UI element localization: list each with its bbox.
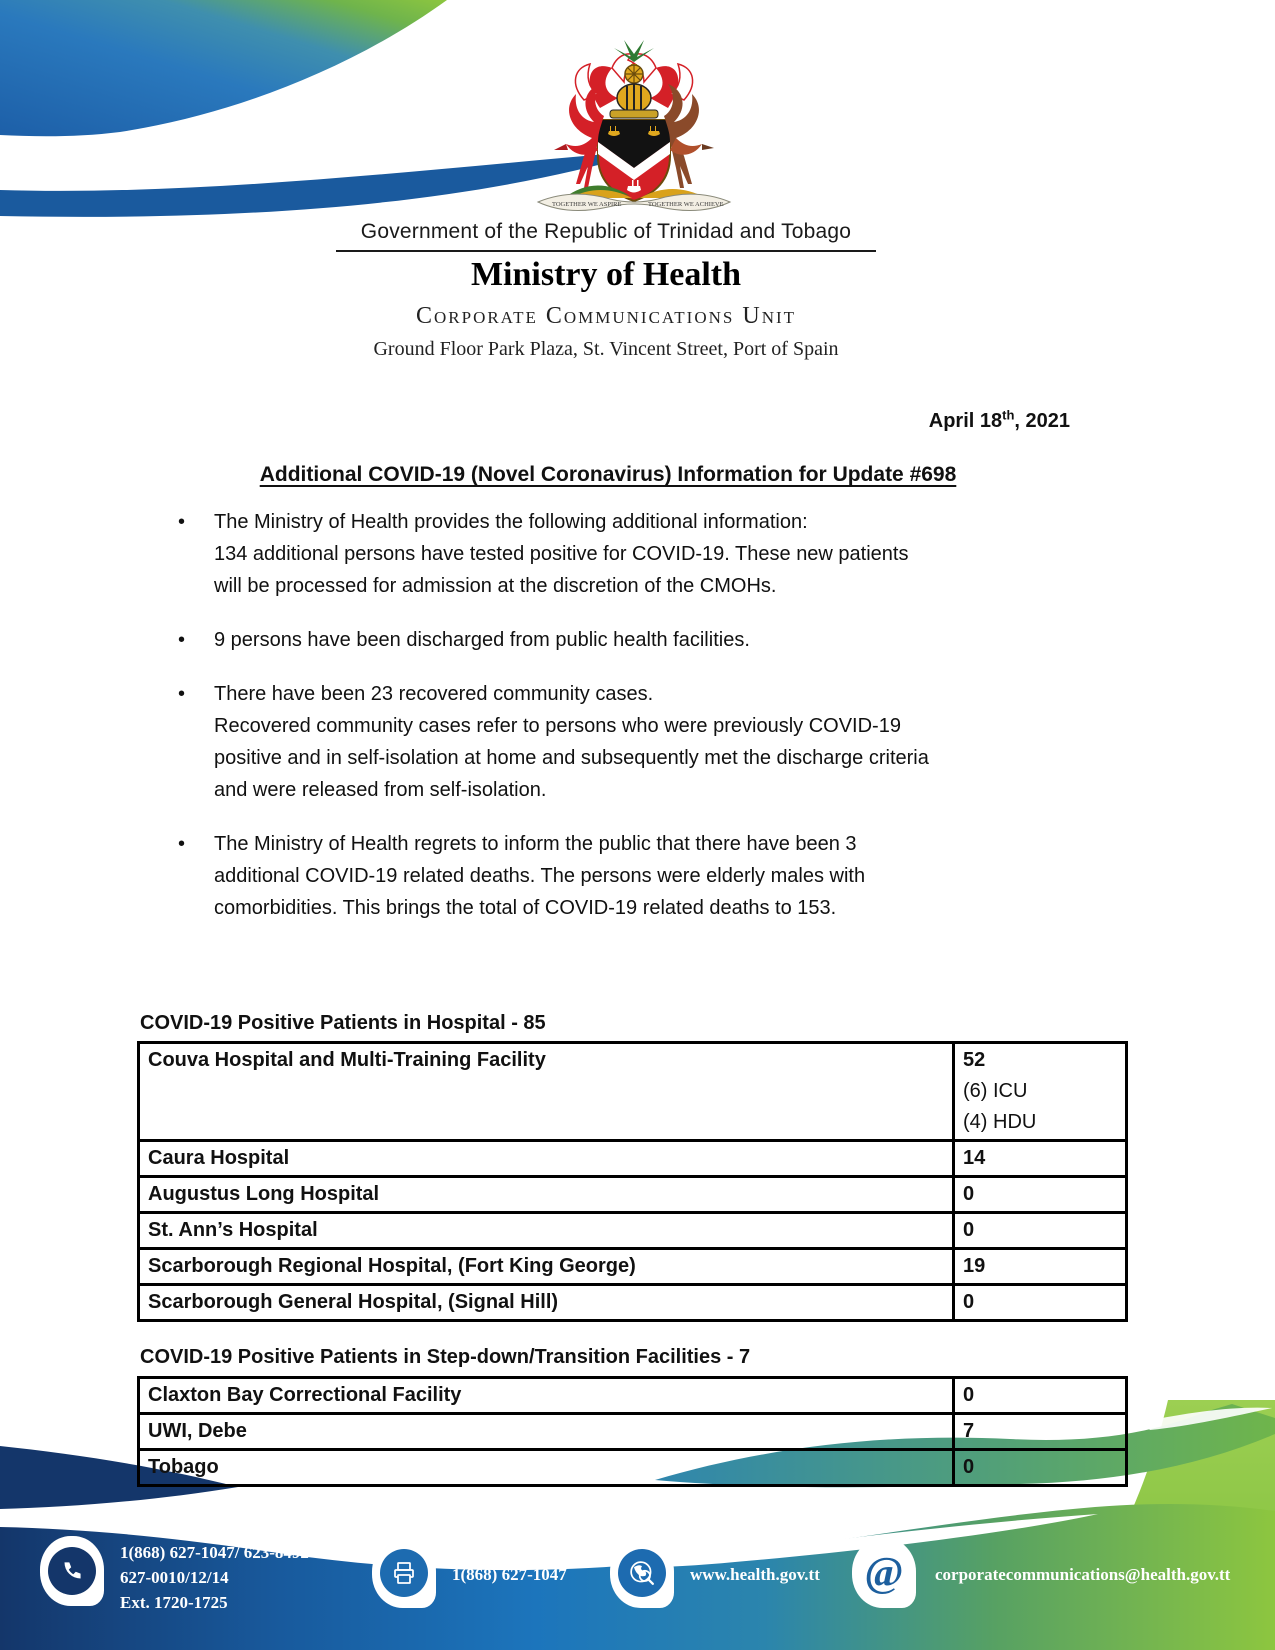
table-row xyxy=(139,1141,1127,1177)
email-icon xyxy=(852,1538,916,1608)
hospital-table-heading: COVID-19 Positive Patients in Hospital - 85 xyxy=(140,1012,546,1034)
document-title: Additional COVID-19 (Novel Coronavirus) Information for Update #698 xyxy=(259,463,957,486)
facility-name: Scarborough General Hospital, (Signal Hill) xyxy=(148,1291,559,1313)
bullet-line: 9 persons have been discharged from public health facilities. xyxy=(214,629,750,651)
facility-name: Tobago xyxy=(148,1456,219,1478)
bullet-item xyxy=(178,506,1098,602)
crest-motto-left: TOGETHER WE ASPIRE xyxy=(552,201,622,208)
stepdown-table xyxy=(137,1376,1128,1487)
ministry-title: Ministry of Health xyxy=(470,256,742,293)
table-row xyxy=(139,1249,1127,1285)
document-date xyxy=(928,407,1070,433)
facility-name: Couva Hospital and Multi-Training Facility xyxy=(148,1049,546,1071)
patient-count: 14 xyxy=(963,1147,986,1169)
bullet-line: will be processed for admission at the discretion of the CMOHs. xyxy=(214,575,777,597)
bullet-line: The Ministry of Health provides the following additional information: xyxy=(214,511,808,533)
table-row xyxy=(139,1378,1127,1414)
coat-of-arms xyxy=(500,38,770,220)
table-row xyxy=(139,1414,1127,1450)
date-year: , 2021 xyxy=(1014,410,1070,432)
stepdown-table-heading: COVID-19 Positive Patients in Step-down/Transition Facilities - 7 xyxy=(140,1346,751,1368)
facility-name: Scarborough Regional Hospital, (Fort King George) xyxy=(148,1255,636,1277)
patient-count: 7 xyxy=(963,1420,975,1442)
bullet-marker: • xyxy=(178,833,186,855)
crest-motto-right: TOGETHER WE ACHIEVE xyxy=(648,201,724,208)
bullet-line: comorbidities. This brings the total of COVID-19 related deaths to 153. xyxy=(214,897,837,919)
at-glyph: @ xyxy=(864,1550,904,1596)
date-main: April 18 xyxy=(928,410,1003,432)
communications-unit: Corporate Communications Unit xyxy=(415,303,797,329)
patient-count: 19 xyxy=(963,1255,986,1277)
website-url: www.health.gov.tt xyxy=(690,1565,820,1584)
bullet-marker: • xyxy=(178,511,186,533)
table-row xyxy=(139,1285,1127,1321)
facility-name: St. Ann’s Hospital xyxy=(148,1219,318,1241)
header-rule xyxy=(336,250,876,252)
facility-name: UWI, Debe xyxy=(148,1420,247,1442)
table-row xyxy=(139,1043,1127,1141)
date-ordinal: th xyxy=(1002,407,1015,423)
letterhead xyxy=(0,220,1212,361)
bullet-line: 134 additional persons have tested positive for COVID-19. These new patients xyxy=(214,543,909,565)
table-row xyxy=(139,1177,1127,1213)
bullet-line: additional COVID-19 related deaths. The persons were elderly males with xyxy=(214,865,866,887)
facility-name: Caura Hospital xyxy=(148,1147,290,1169)
bullet-line: Recovered community cases refer to persons who were previously COVID-19 xyxy=(214,715,901,737)
hdu-count: (4) HDU xyxy=(963,1111,1037,1133)
address-line: Ground Floor Park Plaza, St. Vincent Street, Port of Spain xyxy=(373,338,839,360)
bullet-item xyxy=(178,828,1098,924)
fax-icon xyxy=(372,1538,436,1608)
patient-count: 0 xyxy=(963,1384,975,1406)
table-row xyxy=(139,1213,1127,1249)
government-line: Government of the Republic of Trinidad and Tobago xyxy=(360,220,852,243)
bullet-list xyxy=(178,506,1098,946)
patient-count: 0 xyxy=(963,1456,975,1478)
fax-number: 1(868) 627-1047 xyxy=(452,1565,567,1584)
bullet-line: The Ministry of Health regrets to inform the public that there have been 3 xyxy=(214,833,857,855)
table-row xyxy=(139,1450,1127,1486)
patient-count: 0 xyxy=(963,1183,975,1205)
bullet-line: and were released from self-isolation. xyxy=(214,779,547,801)
bullet-item xyxy=(178,624,1098,656)
patient-count: 52 xyxy=(963,1049,986,1071)
patient-count: 0 xyxy=(963,1219,975,1241)
bullet-item xyxy=(178,678,1098,806)
bullet-line: There have been 23 recovered community cases. xyxy=(214,683,654,705)
patient-count: 0 xyxy=(963,1291,975,1313)
email-address: corporatecommunications@health.gov.tt xyxy=(935,1565,1231,1584)
bullet-marker: • xyxy=(178,683,186,705)
phone-numbers: 1(868) 627-1047/ 623-8492 or 627-0010/12/14 Ext. 1720-1725 xyxy=(120,1543,330,1612)
facility-name: Augustus Long Hospital xyxy=(148,1183,380,1205)
phone-icon xyxy=(40,1536,104,1606)
bullet-marker: • xyxy=(178,629,186,651)
hospital-table xyxy=(137,1041,1128,1322)
globe-icon xyxy=(610,1538,674,1608)
bullet-line: positive and in self-isolation at home and subsequently met the discharge criteria xyxy=(214,747,929,769)
icu-count: (6) ICU xyxy=(963,1080,1028,1102)
facility-name: Claxton Bay Correctional Facility xyxy=(148,1384,462,1406)
